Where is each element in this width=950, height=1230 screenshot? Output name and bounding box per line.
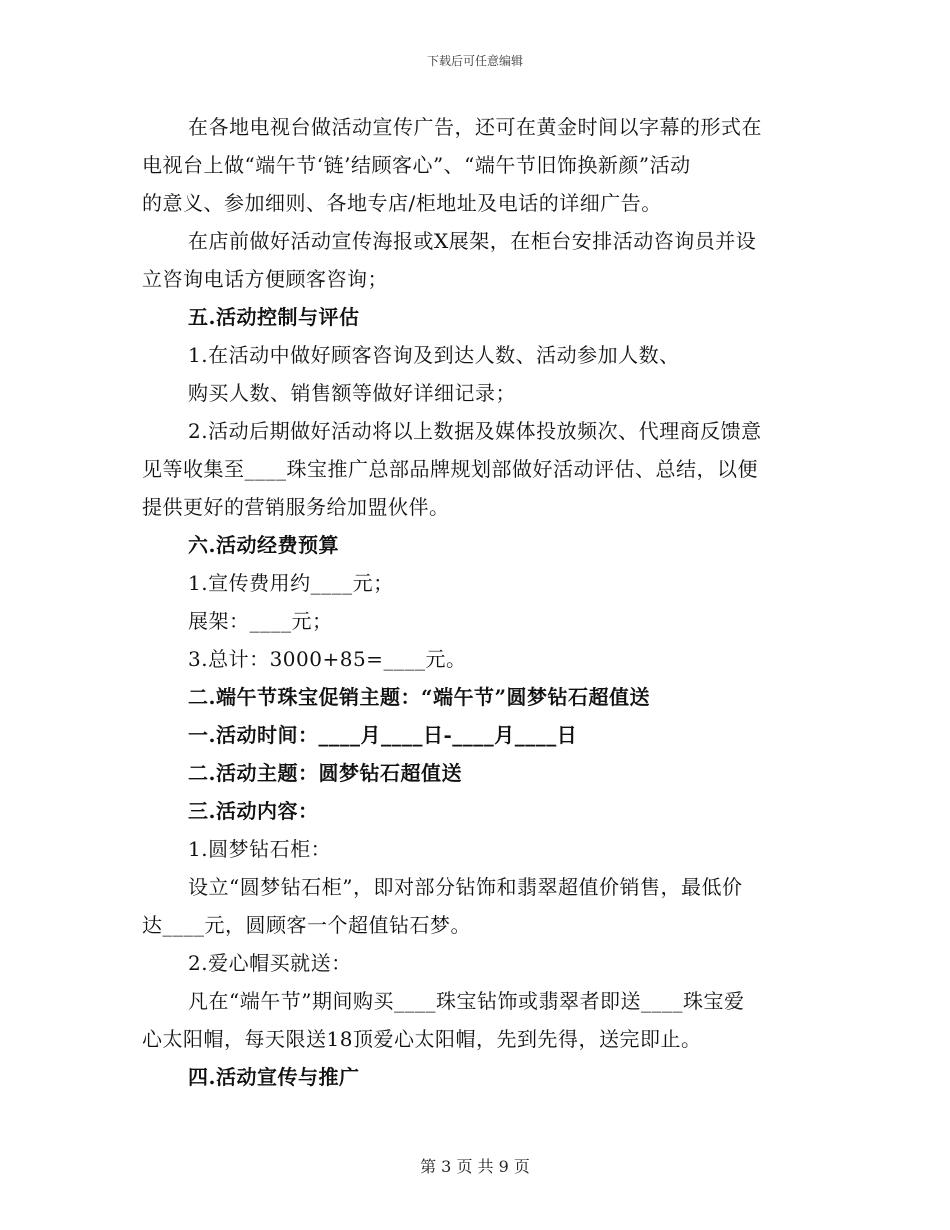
section-heading: 六.活动经费预算 (188, 533, 339, 557)
section-heading: 一.活动时间：____月____日-____月____日 (188, 723, 578, 747)
paragraph-line: 的意义、参加细则、各地专店/柜地址及电话的详细广告。 (142, 191, 662, 215)
section-heading: 四.活动宣传与推广 (188, 1065, 360, 1089)
section-heading: 三.活动内容： (188, 799, 319, 823)
paragraph-line: 在店前做好活动宣传海报或X展架，在柜台安排活动咨询员并设 (188, 229, 757, 253)
document-body (142, 108, 798, 1096)
page-footer: 第 3 页 共 9 页 (420, 1157, 530, 1176)
paragraph-line: 电视台上做“端午节‘链’结顾客心”、“端午节旧饰换新颜”活动 (142, 153, 691, 177)
paragraph-line: 达____元，圆顾客一个超值钻石梦。 (142, 913, 471, 937)
paragraph-line: 立咨询电话方便顾客咨询； (142, 267, 388, 291)
paragraph-line: 购买人数、销售额等做好详细记录； (188, 381, 516, 405)
paragraph-line: 提供更好的营销服务给加盟伙伴。 (142, 495, 450, 519)
paragraph-line: 1.圆梦钻石柜： (188, 837, 332, 861)
section-heading: 二.端午节珠宝促销主题：“端午节”圆梦钻石超值送 (188, 685, 650, 709)
paragraph-line: 展架：____元； (188, 609, 333, 633)
paragraph-line: 2.活动后期做好活动将以上数据及媒体投放频次、代理商反馈意 (188, 419, 762, 443)
paragraph-line: 3.总计：3000+85=____元。 (188, 647, 467, 671)
paragraph-line: 设立“圆梦钻石柜”，即对部分钻饰和翡翠超值价销售，最低价 (188, 875, 743, 899)
paragraph-line: 2.爱心帽买就送： (188, 951, 352, 975)
paragraph-line: 1.宣传费用约____元； (188, 571, 394, 595)
section-heading: 二.活动主题：圆梦钻石超值送 (188, 761, 462, 785)
section-heading: 五.活动控制与评估 (188, 305, 360, 329)
paragraph-line: 心太阳帽，每天限送18顶爱心太阳帽，先到先得，送完即止。 (142, 1027, 702, 1051)
paragraph-line: 见等收集至____珠宝推广总部品牌规划部做好活动评估、总结，以便 (142, 457, 758, 481)
paragraph-line: 凡在“端午节”期间购买____珠宝钻饰或翡翠者即送____珠宝爱 (188, 989, 745, 1013)
paragraph-line: 1.在活动中做好顾客咨询及到达人数、活动参加人数、 (188, 343, 680, 367)
page-header: 下载后可任意编辑 (426, 54, 523, 68)
paragraph-line: 在各地电视台做活动宣传广告，还可在黄金时间以字幕的形式在 (188, 115, 762, 139)
